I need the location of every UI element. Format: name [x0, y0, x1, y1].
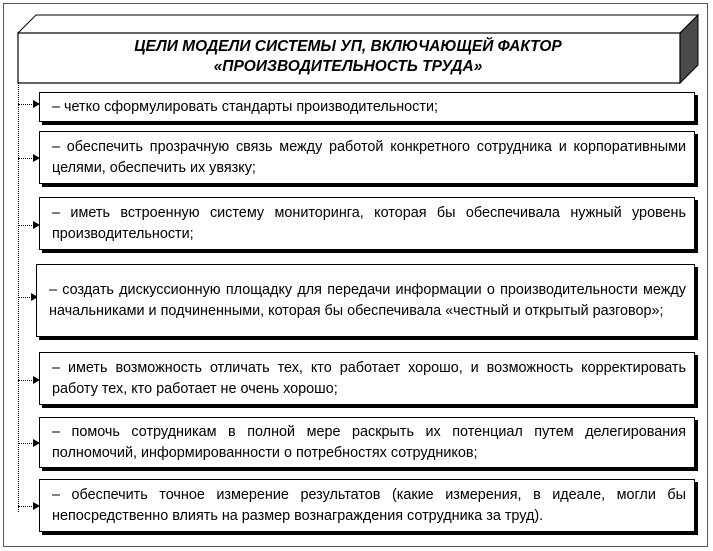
goal-box-5	[39, 352, 695, 405]
goal-text-2: – обеспечить прозрачную связь между работой конкретного сотрудника и корпоративными целями, обеспечить их увязку;	[52, 138, 686, 176]
arrow-goal-5	[18, 380, 38, 381]
goal-box-6	[39, 417, 695, 468]
header-title-line2: «ПРОИЗВОДИТЕЛЬНОСТЬ ТРУДА»	[213, 58, 483, 75]
arrow-goal-1	[18, 104, 38, 105]
arrow-goal-2	[18, 158, 38, 159]
goal-box-1	[39, 92, 695, 122]
header-title	[18, 34, 678, 80]
header-title-line1: ЦЕЛИ МОДЕЛИ СИСТЕМЫ УП, ВКЛЮЧАЮЩЕЙ ФАКТОР	[134, 38, 562, 55]
arrow-goal-3	[18, 225, 38, 226]
arrow-goal-4	[18, 297, 36, 298]
goal-box-3	[39, 197, 695, 250]
goal-text-1: – четко сформулировать стандарты производительности;	[52, 98, 439, 115]
goal-text-7: – обеспечить точное измерение результатов (какие измерения, в идеале, могли бы непосредственно влиять на размер вознаграждения сотрудника за труд).	[52, 486, 686, 524]
goal-text-4: – создать дискуссионную площадку для передачи информации о производительности между начальниками и подчиненными, которая бы обеспечивала «честный и открытый разговор»;	[49, 281, 686, 319]
goal-box-7	[39, 479, 695, 532]
goal-box-2	[39, 131, 695, 184]
goal-text-3: – иметь встроенную систему мониторинга, которая бы обеспечивала нужный уровень производительности;	[52, 204, 686, 242]
arrow-goal-7	[18, 506, 38, 507]
arrow-goal-6	[18, 443, 38, 444]
goal-text-5: – иметь возможность отличать тех, кто работает хорошо, и возможность корректировать работу тех, кто работает не очень хорошо;	[52, 359, 686, 397]
goal-box-4	[36, 264, 695, 337]
goal-text-6: – помочь сотрудникам в полной мере раскрыть их потенциал путем делегирования полномочий, информированности о потребностях сотрудников;	[52, 423, 686, 461]
